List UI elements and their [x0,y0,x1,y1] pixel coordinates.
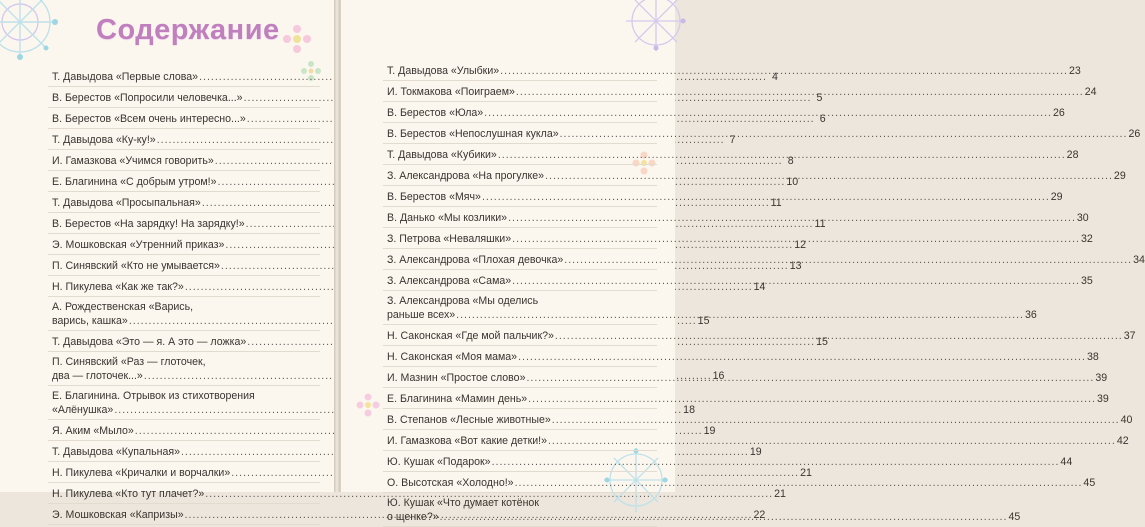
leader-dots [518,350,1086,364]
entry-title: И. Гамазкова «Вот какие детки!» [387,434,547,447]
entry-title: о щенке?» [387,511,439,523]
entry-title: З. Александрова «Сама» [387,274,512,287]
entry-title-line1: А. Рождественская «Варись, [52,301,194,313]
page-number: 18 [683,404,695,416]
entry-title: И. Токмакова «Поиграем» [387,85,515,98]
entry-title: Э. Мошковская «Капризы» [52,508,184,521]
toc-entry [341,388,1109,409]
entry-title: В. Берестов «Юла» [387,106,484,119]
page-number: 34 [1133,253,1145,266]
leader-dots [528,392,1096,406]
leader-dots [508,211,1076,225]
entry-title: Т. Давыдова «Кубики» [387,148,497,161]
entry-title: Н. Пикулева «Как же так?» [52,280,184,293]
entry-title: Т. Давыдова «Просыпальная» [52,196,201,209]
leader-dots [440,510,1008,524]
entry-title: З. Александрова «Плохая девочка» [387,253,564,266]
page-number: 29 [1050,190,1063,203]
entry-title: Т. Давыдова «Купальная» [52,445,180,458]
entry-title: Т. Давыдова «Улыбки» [387,64,500,77]
entry-title: И. Гамазкова «Учимся говорить» [52,154,214,167]
entry-title: Е. Благинина «Мамин день» [387,392,528,405]
entry-title: варись, кашка» [52,315,128,327]
page-number: 14 [753,280,766,293]
leader-dots [498,148,1066,162]
page-number: 15 [697,315,710,327]
page-number: 15 [816,335,828,348]
toc-entry [341,102,1065,123]
page-number: 38 [1086,350,1099,363]
leader-dots [456,308,1024,322]
page-number: 24 [1084,85,1097,98]
page-number: 37 [1123,329,1136,342]
page-number: 28 [1066,148,1079,161]
page-number: 39 [1095,371,1108,384]
leader-dots [526,371,1094,385]
page-number: 5 [816,91,823,104]
entry-title: З. Петрова «Неваляшки» [387,232,512,245]
leader-dots [516,85,1084,99]
leader-dots [512,232,1080,246]
page-number: 36 [1024,309,1037,321]
page-number: 8 [787,154,794,167]
page-number: 13 [789,259,802,272]
entry-title: Ю. Кушак «Подарок» [387,455,491,468]
page-number: 30 [1076,211,1089,224]
leader-dots [484,106,1052,120]
page-number: 21 [800,466,812,479]
leader-dots [545,169,1113,183]
entry-title: Я. Аким «Мыло» [52,424,134,437]
page-number: 19 [703,424,716,437]
page-number: 42 [1116,434,1129,447]
page-number: 45 [1008,511,1021,523]
entry-title: В. Берестов «Всем очень интересно...» [52,112,246,125]
page-number: 21 [774,487,786,500]
page-number: 35 [1081,274,1093,287]
leader-dots [515,476,1083,490]
page-number: 39 [1097,392,1109,405]
page-number: 11 [814,217,826,230]
entry-title: два — глоточек...» [52,370,143,382]
leader-dots [512,274,1080,288]
leader-dots [564,253,1132,267]
entry-title: В. Берестов «На зарядку! На зарядку!» [52,217,245,230]
page-number: 26 [1053,106,1065,119]
leader-dots [500,64,1068,78]
page-number: 6 [819,112,826,125]
page-number: 11 [770,196,782,209]
entry-title: О. Высотская «Холодно!» [387,476,514,489]
leader-dots [560,127,1128,141]
toc-entry [341,81,1097,102]
page-number: 45 [1083,476,1096,489]
toc-entry [341,60,1081,81]
entry-title: Т. Давыдова «Ку-ку!» [52,133,156,146]
page-number: 23 [1068,64,1081,77]
entry-title-line1: Ю. Кушак «Что думает котёнок [387,497,539,509]
entry-title-line1: Е. Благинина. Отрывок из стихотворения [52,390,255,402]
entry-title-line1: З. Александрова «Мы оделись [387,295,539,307]
page-number: 4 [772,70,778,83]
page-number: 29 [1113,169,1126,182]
leader-dots [492,455,1060,469]
entry-title-line1: П. Синявский «Раз — глоточек, [52,356,206,368]
toc-entry [341,144,1079,165]
entry-title: «Алёнушка» [52,404,114,416]
entry-title: П. Синявский «Кто не умывается» [52,259,220,272]
leader-dots [552,413,1120,427]
toc-entry [341,346,1099,367]
entry-title: В. Данько «Мы козлики» [387,211,508,224]
entry-title: Н. Саконская «Где мой пальчик?» [387,329,554,342]
entry-title: Н. Пикулева «Кто тут плачет?» [52,487,205,500]
entry-title: В. Берестов «Мяч» [387,190,481,203]
entry-title: В. Берестов «Попросили человечка...» [52,91,243,104]
page-number: 44 [1060,455,1073,468]
page-number: 12 [794,238,807,251]
entry-title: Н. Пикулева «Кричалки и ворчалки» [52,466,231,479]
page-number: 7 [729,133,736,146]
entry-title: З. Александрова «На прогулке» [387,169,545,182]
page-title: Содержание [96,14,280,46]
page-number: 32 [1080,232,1093,245]
page-number: 26 [1128,127,1141,140]
leader-dots [482,190,1050,204]
page-number: 22 [753,508,766,521]
entry-title: И. Мазнин «Простое слово» [387,371,526,384]
page-number: 19 [749,445,762,458]
page-number: 10 [786,175,799,188]
entry-title: Е. Благинина «С добрым утром!» [52,175,217,188]
entry-title: Э. Мошковская «Утренний приказ» [52,238,225,251]
entry-title: Н. Саконская «Моя мама» [387,350,518,363]
leader-dots [548,434,1116,448]
entry-title: В. Степанов «Лесные животные» [387,413,551,426]
page-number: 40 [1120,413,1133,426]
leader-dots [555,329,1123,343]
entry-title: Т. Давыдова «Первые слова» [52,70,199,83]
entry-title: Т. Давыдова «Это — я. А это — ложка» [52,335,247,348]
toc-entry [341,123,1141,144]
page-number: 16 [712,370,725,382]
entry-title: В. Берестов «Непослушная кукла» [387,127,559,140]
entry-title: раньше всех» [387,309,456,321]
flower-decoration-icon [280,22,314,56]
